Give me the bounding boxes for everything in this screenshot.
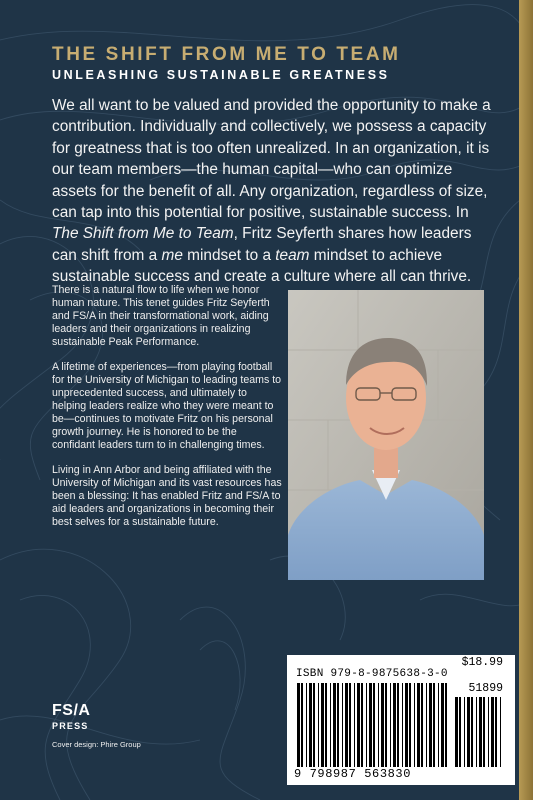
barcode-bar xyxy=(342,683,343,767)
barcode-bar xyxy=(464,697,465,767)
bio-paragraph-2: A lifetime of experiences—from playing football for the University of Michigan to leading teams to unprecedented success, and ultimately to helping leaders realize who they were meant to be—continues to motivate Fritz on his personal growth journey. He is honored to be the confidant leaders turn to in challenging times. xyxy=(52,361,282,451)
price-code: 51899 xyxy=(468,682,503,695)
barcode-bar xyxy=(421,683,423,767)
barcode-bar xyxy=(488,697,489,767)
barcode-bar xyxy=(426,683,427,767)
ean-barcode-bars xyxy=(297,683,447,767)
isbn-number: ISBN 979-8-9875638-3-0 xyxy=(296,668,448,680)
barcode-bar xyxy=(354,683,355,767)
barcode-bar xyxy=(417,683,420,767)
author-bio-column xyxy=(52,284,282,541)
barcode-bar xyxy=(325,683,327,767)
barcode-bar xyxy=(333,683,336,767)
intro-book-title: The Shift from Me to Team xyxy=(52,225,234,243)
barcode-bar xyxy=(393,683,396,767)
intro-me-word: me xyxy=(161,246,183,264)
barcode-bar xyxy=(378,683,379,767)
price-label: $18.99 xyxy=(461,656,503,669)
barcode-bar xyxy=(313,683,315,767)
barcode-bar xyxy=(337,683,339,767)
barcode-bar xyxy=(409,683,411,767)
intro-text-2: , Fritz Seyferth shares how leaders can shift from a xyxy=(52,225,472,264)
intro-text-4: mindset to achieve sustainable success and create a culture where all can thrive. xyxy=(52,246,472,286)
barcode-bar xyxy=(500,697,501,767)
barcode-bar xyxy=(438,683,439,767)
book-subtitle: UNLEASHING SUSTAINABLE GREATNESS xyxy=(52,68,390,82)
barcode-bar xyxy=(297,683,300,767)
barcode-bar xyxy=(441,683,444,767)
addon-barcode-bars xyxy=(455,697,505,767)
barcode-bar xyxy=(433,683,435,767)
ean-digits: 9 798987 563830 xyxy=(294,767,412,781)
barcode-bar xyxy=(318,683,319,767)
intro-paragraph xyxy=(52,95,492,288)
barcode-bar xyxy=(483,697,485,767)
barcode-bar xyxy=(414,683,415,767)
barcode-bar xyxy=(445,683,447,767)
barcode-bar xyxy=(306,683,307,767)
barcode-bar xyxy=(459,697,461,767)
barcode-bar xyxy=(381,683,384,767)
barcode-bar xyxy=(357,683,360,767)
barcode-bar xyxy=(471,697,473,767)
barcode-bar xyxy=(373,683,375,767)
cover-design-credit: Cover design: Phire Group xyxy=(52,740,141,749)
barcode-bar xyxy=(385,683,387,767)
barcode-bar xyxy=(467,697,470,767)
author-photo xyxy=(288,290,484,580)
logo-press: PRESS xyxy=(52,721,89,731)
barcode-bar xyxy=(301,683,303,767)
barcode-bar xyxy=(405,683,408,767)
barcode-bar xyxy=(390,683,391,767)
barcode-bar xyxy=(491,697,494,767)
intro-team-word: team xyxy=(275,246,310,264)
barcode-bar xyxy=(479,697,482,767)
barcode-bar xyxy=(455,697,458,767)
barcode-bar xyxy=(476,697,477,767)
book-title: THE SHIFT FROM ME TO TEAM xyxy=(52,44,401,65)
barcode-bar xyxy=(366,683,367,767)
barcode-bar xyxy=(429,683,432,767)
bio-paragraph-3: Living in Ann Arbor and being affiliated with the University of Michigan and its vast resources has been a blessing: It has enabled Fritz and FS/A to aid leaders and organizations in becoming their best selves for a sustainable future. xyxy=(52,464,282,528)
barcode-bar xyxy=(330,683,331,767)
barcode-bar xyxy=(397,683,399,767)
intro-text-1: We all want to be valued and provided the opportunity to make a contribution. Individually and collectively, we possess a capacity for greatness that is too often unrealized. In an organization, it is our team members—the human capital—who can optimize assets for the benefit of all. Any organization, regardless of size, can tap into this potential for positive, sustainable success. In xyxy=(52,97,491,222)
barcode-bar xyxy=(345,683,348,767)
intro-text-3: mindset to a xyxy=(182,246,276,264)
barcode-bar xyxy=(495,697,497,767)
fsa-press-logo xyxy=(52,703,90,731)
barcode-bar xyxy=(321,683,324,767)
barcode-bar xyxy=(309,683,312,767)
barcode-bar xyxy=(369,683,372,767)
spine-edge xyxy=(519,0,533,800)
barcode-bar xyxy=(349,683,351,767)
barcode-bar xyxy=(361,683,363,767)
logo-fsa: FS/A xyxy=(52,702,91,719)
bio-paragraph-1: There is a natural flow to life when we honor human nature. This tenet guides Fritz Seyferth and FS/A in their transformational work, aiding leaders and their organizations in realizing sustainable Peak Performance. xyxy=(52,284,270,348)
isbn-barcode xyxy=(287,655,515,785)
barcode-bar xyxy=(402,683,403,767)
